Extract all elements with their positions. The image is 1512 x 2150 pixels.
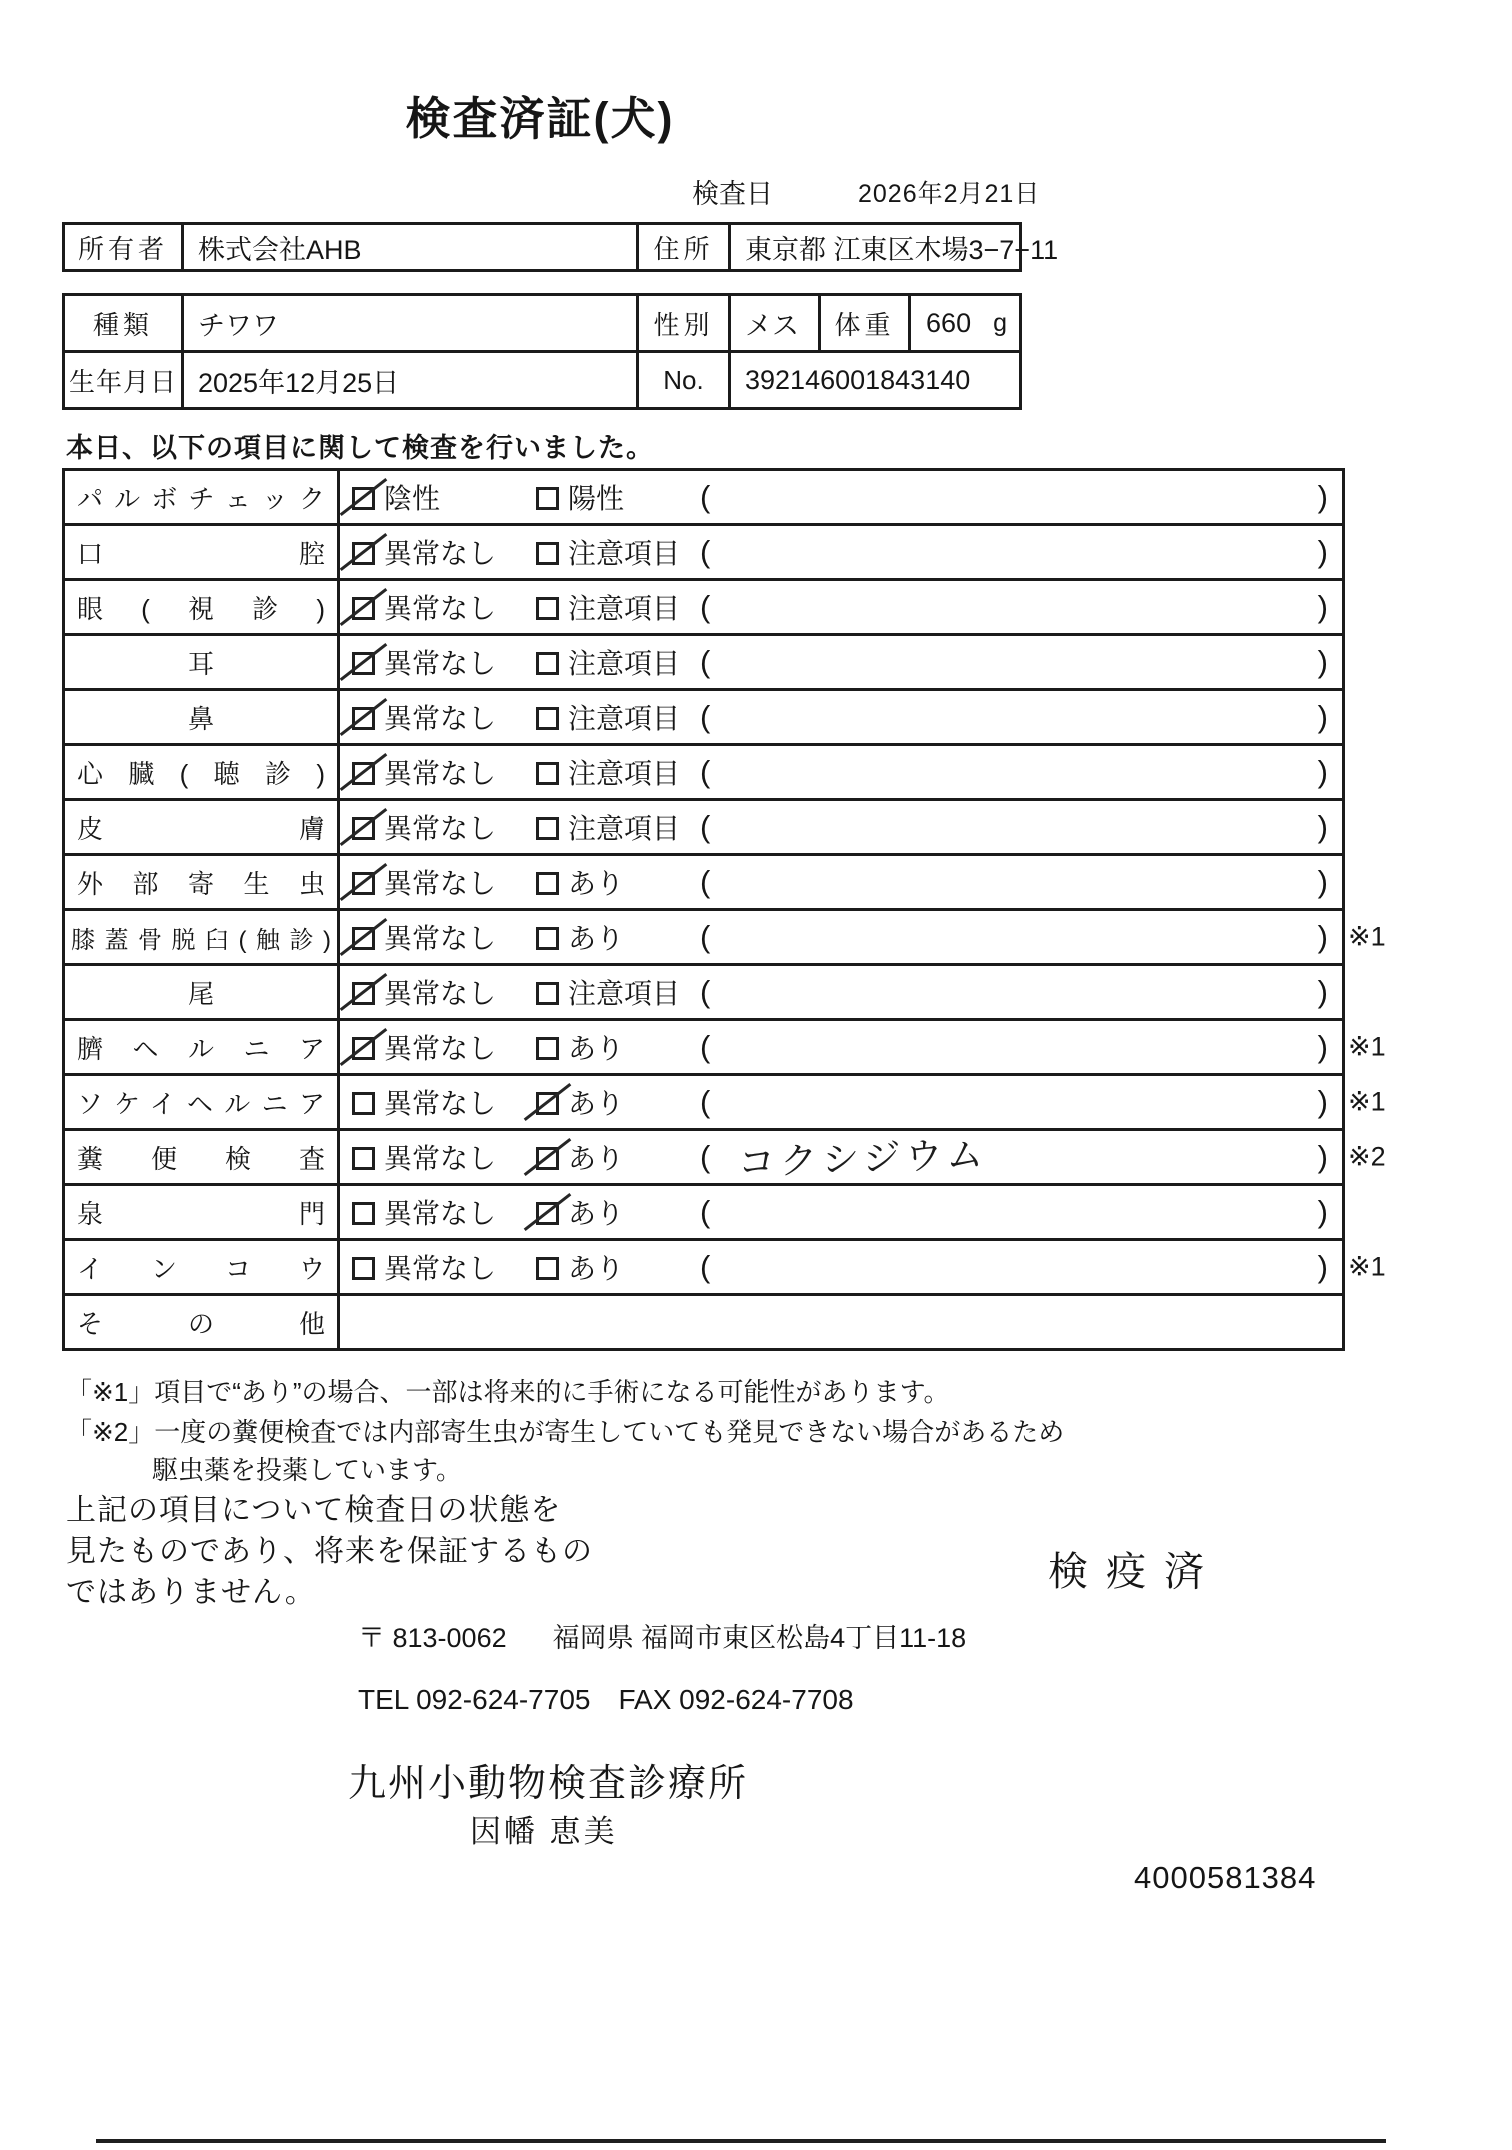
document-number: 4000581384 — [1134, 1860, 1317, 1895]
paren-close: ) — [1317, 919, 1328, 954]
paren-close: ) — [1317, 534, 1328, 569]
checkbox-option2 — [536, 487, 559, 510]
owner-name: 株式会社AHB — [181, 225, 636, 269]
option2-label: あり — [568, 1088, 625, 1119]
paren-close: ) — [1317, 699, 1328, 734]
row-label: 糞便検査 — [77, 1143, 325, 1174]
checkbox-option2 — [536, 1147, 559, 1170]
checkbox-option2 — [536, 762, 559, 785]
checkbox-option2 — [536, 1092, 559, 1115]
inspection-date-value: 2026年2月21日 — [858, 180, 1041, 208]
checklist-row-tail — [65, 963, 1342, 1018]
intro-text: 本日、以下の項目に関して検査を行いました。 — [66, 433, 654, 463]
option1-label: 異常なし — [384, 868, 497, 899]
paren-close: ) — [1317, 644, 1328, 679]
inspection-date-label: 検査日 — [692, 179, 773, 209]
checkbox-option2 — [536, 1037, 559, 1060]
page-title: 検査済証(犬) — [405, 93, 675, 144]
row-label: 尾 — [187, 978, 214, 1009]
option2-label: 注意項目 — [568, 978, 681, 1009]
paren-open: ( — [700, 1249, 711, 1284]
paren-open: ( — [700, 864, 711, 899]
row-label: 泉門 — [77, 1198, 325, 1229]
number-label: No. — [636, 353, 728, 407]
row-label: 膝蓋骨脱臼(触診) — [71, 926, 331, 954]
checkbox-option1 — [352, 652, 375, 675]
checklist-row-skin — [65, 798, 1342, 853]
paren-close: ) — [1317, 589, 1328, 624]
owner-table — [62, 222, 1059, 272]
row-note: ※1 — [1348, 1086, 1386, 1117]
weight-value: 660 — [926, 307, 972, 338]
option1-label: 異常なし — [384, 923, 497, 954]
paren-close: ) — [1317, 754, 1328, 789]
row-label: 眼(視診) — [77, 593, 325, 624]
checkbox-option1 — [352, 597, 375, 620]
pet-row-2 — [65, 350, 1019, 407]
option2-label: あり — [568, 1253, 625, 1284]
checklist-row-other — [65, 1293, 1342, 1348]
row-label: ソケイヘルニア — [77, 1088, 325, 1119]
species-label: 種類 — [92, 309, 153, 340]
disclaimer-line-3: ではありません。 — [66, 1576, 316, 1609]
option2-label: あり — [568, 1143, 625, 1174]
option1-label: 異常なし — [384, 648, 497, 679]
checkbox-option2 — [536, 872, 559, 895]
option2-label: 注意項目 — [568, 703, 681, 734]
weight-unit: g — [993, 308, 1007, 337]
paren-open: ( — [700, 699, 711, 734]
option2-label: 陽性 — [568, 483, 625, 514]
checkbox-option1 — [352, 817, 375, 840]
checklist-row-nose — [65, 688, 1342, 743]
checkbox-option1 — [352, 762, 375, 785]
option2-label: 注意項目 — [568, 813, 681, 844]
checkbox-option1 — [352, 487, 375, 510]
disclaimer-text — [66, 1490, 593, 1613]
footnote-2-continued: 駆虫薬を投薬しています。 — [152, 1455, 462, 1485]
checkbox-option2 — [536, 927, 559, 950]
clinic-phone-line — [358, 1684, 854, 1716]
option2-label: あり — [568, 1198, 625, 1229]
row-label: 耳 — [187, 648, 214, 679]
checklist-row-eyes — [65, 578, 1342, 633]
option2-label: あり — [568, 1033, 625, 1064]
option1-label: 異常なし — [384, 1198, 497, 1229]
paren-close: ) — [1317, 1249, 1328, 1284]
row-note: ※1 — [1348, 1251, 1386, 1282]
option1-label: 異常なし — [384, 813, 497, 844]
row-label: 外部寄生虫 — [77, 868, 325, 899]
paren-open: ( — [700, 589, 711, 624]
owner-label: 所有者 — [77, 233, 168, 264]
clinic-tel: TEL 092-624-7705 — [358, 1684, 591, 1715]
row-label: 鼻 — [187, 703, 214, 734]
footnote-2: 「※2」一度の糞便検査では内部寄生虫が寄生していても発見できない場合があるため — [66, 1417, 1065, 1447]
row-note: ※2 — [1348, 1141, 1386, 1172]
footnote-1: 「※1」項目で“あり”の場合、一部は将来的に手術になる可能性があります。 — [66, 1377, 950, 1407]
disclaimer-line-1: 上記の項目について検査日の状態を — [66, 1494, 562, 1527]
checklist-row-external-parasites — [65, 853, 1342, 908]
checkbox-option1 — [352, 1147, 375, 1170]
checkbox-option1 — [352, 707, 375, 730]
option1-label: 異常なし — [384, 538, 497, 569]
clinic-postal-address — [358, 1616, 966, 1655]
disclaimer-line-2: 見たものであり、将来を保証するもの — [66, 1535, 593, 1568]
paren-open: ( — [700, 1029, 711, 1064]
clinic-address: 福岡県 福岡市東区松島4丁目11-18 — [552, 1623, 967, 1653]
pet-row-1 — [65, 296, 1019, 350]
row-note: ※1 — [1348, 1031, 1386, 1062]
checkbox-option2 — [536, 597, 559, 620]
owner-address: 東京都 江東区木場3−7−11 — [728, 225, 1019, 269]
checklist-row-patella — [65, 908, 1386, 963]
paren-open: ( — [700, 479, 711, 514]
paren-close: ) — [1317, 864, 1328, 899]
veterinarian-name: 因幡 恵美 — [470, 1814, 618, 1849]
checkbox-option1 — [352, 542, 375, 565]
option2-label: 注意項目 — [568, 648, 681, 679]
option1-label: 異常なし — [384, 978, 497, 1009]
paren-close: ) — [1317, 974, 1328, 1009]
paren-open: ( — [700, 1194, 711, 1229]
checkbox-option2 — [536, 652, 559, 675]
clinic-fax: FAX 092-624-7708 — [618, 1684, 854, 1715]
paren-close: ) — [1317, 809, 1328, 844]
checklist-row-fecal-exam — [65, 1128, 1386, 1184]
paren-open: ( — [700, 644, 711, 679]
row-note: ※1 — [1348, 921, 1386, 952]
paren-open: ( — [700, 974, 711, 1009]
option2-label: あり — [568, 868, 625, 899]
checkbox-option1 — [352, 1037, 375, 1060]
checklist-row-oral — [65, 523, 1342, 578]
clinic-name: 九州小動物検査診療所 — [348, 1763, 749, 1805]
option1-label: 異常なし — [384, 758, 497, 789]
checkbox-option2 — [536, 542, 559, 565]
option2-label: 注意項目 — [568, 538, 681, 569]
checkbox-option1 — [352, 927, 375, 950]
checkbox-option1 — [352, 1092, 375, 1115]
sex-label: 性別 — [636, 296, 728, 350]
checkbox-option2 — [536, 982, 559, 1005]
number-value: 392146001843140 — [728, 353, 1019, 407]
paren-close: ) — [1317, 1194, 1328, 1229]
option1-label: 異常なし — [384, 1033, 497, 1064]
paren-open: ( — [700, 1139, 711, 1174]
sex-value: メス — [728, 296, 818, 350]
checklist-row-ears — [65, 633, 1342, 688]
checkbox-option1 — [352, 872, 375, 895]
paren-open: ( — [700, 754, 711, 789]
paren-close: ) — [1317, 1029, 1328, 1064]
option1-label: 異常なし — [384, 1143, 497, 1174]
handwritten-finding: コクシジウム — [737, 1133, 990, 1184]
row-label: 臍ヘルニア — [77, 1033, 325, 1064]
checklist-row-inguinal-hernia — [65, 1073, 1386, 1128]
checkbox-option1 — [352, 982, 375, 1005]
species-value: チワワ — [181, 296, 636, 350]
paren-open: ( — [700, 1084, 711, 1119]
checklist-row-inkou — [65, 1238, 1386, 1293]
checklist-row-heart — [65, 743, 1342, 798]
option2-label: 注意項目 — [568, 758, 681, 789]
option2-label: 注意項目 — [568, 593, 681, 624]
checkbox-option2 — [536, 1257, 559, 1280]
option1-label: 異常なし — [384, 1088, 497, 1119]
checklist-row-parvo — [65, 471, 1342, 523]
option1-label: 異常なし — [384, 593, 497, 624]
owner-address-label: 住所 — [636, 225, 728, 269]
row-label: インコウ — [77, 1253, 325, 1284]
paren-close: ) — [1317, 1139, 1328, 1174]
checkbox-option2 — [536, 707, 559, 730]
row-label: その他 — [77, 1308, 325, 1339]
birthdate-value: 2025年12月25日 — [181, 353, 636, 407]
weight-cell — [908, 296, 1019, 350]
row-label: パルボチェック — [77, 483, 325, 514]
checkbox-option2 — [536, 817, 559, 840]
clinic-postal: 〒 813-0062 — [358, 1623, 507, 1653]
weight-label: 体重 — [818, 296, 908, 350]
option1-label: 陰性 — [384, 483, 441, 514]
row-label: 口腔 — [77, 538, 325, 569]
option1-label: 異常なし — [384, 1253, 497, 1284]
birthdate-label: 生年月日 — [68, 366, 177, 397]
row-label: 皮膚 — [77, 813, 325, 844]
checklist-row-fontanelle — [65, 1183, 1342, 1238]
option1-label: 異常なし — [384, 703, 497, 734]
pet-table — [62, 293, 1022, 410]
paren-open: ( — [700, 534, 711, 569]
checklist-table — [62, 468, 1386, 1351]
checklist-row-umbilical-hernia — [65, 1018, 1386, 1073]
option2-label: あり — [568, 923, 625, 954]
paren-close: ) — [1317, 479, 1328, 514]
quarantine-stamp: 検疫済 — [1048, 1550, 1222, 1594]
checkbox-option1 — [352, 1202, 375, 1225]
paren-open: ( — [700, 919, 711, 954]
page-bottom-edge-line — [96, 2139, 1386, 2143]
checkbox-option2 — [536, 1202, 559, 1225]
checkbox-option1 — [352, 1257, 375, 1280]
owner-row — [65, 225, 1059, 269]
paren-close: ) — [1317, 1084, 1328, 1119]
row-label: 心臓(聴診) — [77, 758, 325, 789]
paren-open: ( — [700, 809, 711, 844]
